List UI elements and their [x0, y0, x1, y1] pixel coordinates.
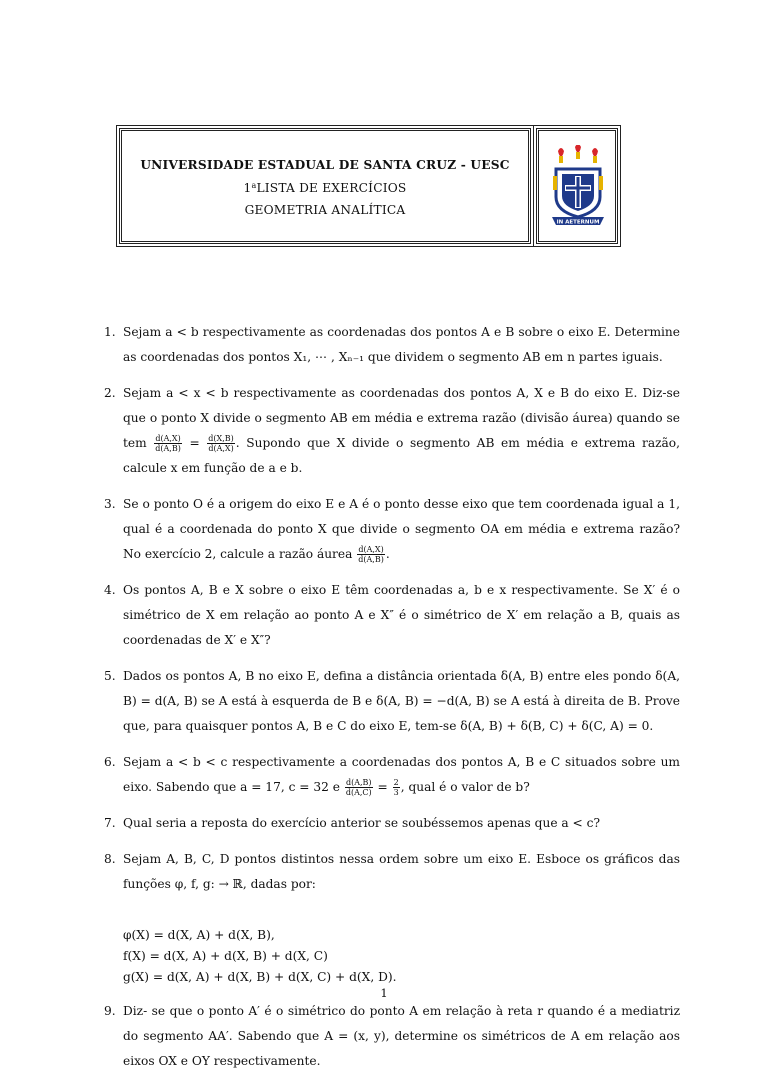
fraction: $\frac{d(A,X)}{d(A,B)}$ [358, 545, 384, 564]
fraction: $\frac{d(X,B)}{d(A,X)}$ [208, 434, 234, 453]
logo-box [536, 128, 618, 244]
university-name: UNIVERSIDADE ESTADUAL DE SANTA CRUZ - UESC [140, 158, 510, 172]
exercise-text: Qual seria a reposta do exercício anterior se soubéssemos apenas que a < c? [123, 816, 600, 830]
fraction: $\frac{2}{3}$ [393, 778, 399, 797]
exercise-6: 6. Sejam a < b < c respectivamente a coordenadas dos pontos A, B e C situados sobre um eixo. Sabendo que a = 17, c = 32 e $\frac{d(A,B)}{d(A,C)}$ = $\frac{2}{3}$ , qual é o valor de b? [104, 755, 680, 797]
list-title: 1$^a$LISTA DE EXERCÍCIOS [243, 181, 407, 195]
exercise-4: 4. Os pontos A, B e X sobre o eixo E têm coordenadas a, b e x respectivamente. Se X′ é o simétrico de X em relação ao ponto A e X″ é o simétrico de X′ em relação a B, quais as coordenadas de X′ e X″? [104, 583, 680, 647]
formula-g: g(X) = d(X, A) + d(X, B) + d(X, C) + d(X, D). [123, 970, 397, 984]
formula-phi: φ(X) = d(X, A) + d(X, B), [123, 928, 275, 942]
page-number: 1 [380, 986, 388, 1000]
header-box [119, 128, 531, 244]
fraction: $\frac{d(A,B)}{d(A,C)}$ [345, 778, 372, 797]
fraction: $\frac{d(A,X)}{d(A,B)}$ [155, 434, 181, 453]
exercise-list [104, 320, 680, 1085]
exercise-9: 9. Diz- se que o ponto A′ é o simétrico do ponto A em relação à reta r quando é a mediatriz do segmento AA′. Sabendo que A = (x, y), determine os simétricos de A em relação aos eixos OX e OY respectivamente. [104, 1004, 680, 1068]
exercise-text: Sejam A, B, C, D pontos distintos nessa ordem sobre um eixo E. Esboce os gráficos das funções φ, f, g: → ℝ, dadas por: [123, 852, 680, 891]
exercise-text: Se o ponto O é a origem do eixo E e A é o ponto desse eixo que tem coordenada igual a 1, qual é a coordenada do ponto X que divide o segmento OA em média e extrema razão? No exercício 2, calcule a razão áurea [123, 497, 680, 561]
exercise-text: Diz- se que o ponto A′ é o simétrico do ponto A em relação à reta r quando é a mediatriz do segmento AA′. Sabendo que A = (x, y), determine os simétricos de A em relação aos eixos OX e OY respectivamente. [123, 1004, 680, 1068]
formula-f: f(X) = d(X, A) + d(X, B) + d(X, C) [123, 949, 328, 963]
exercise-text: Sejam a < b < c respectivamente a coordenadas dos pontos A, B e C situados sobre um eixo. Sabendo que a = 17, c = 32 e [123, 755, 680, 794]
svg-text:IN AETERNUM: IN AETERNUM [556, 219, 600, 226]
function-definitions [123, 925, 680, 988]
exercise-text: Sejam a < x < b respectivamente as coordenadas dos pontos A, X e B do eixo E. Diz-se que o ponto X divide o segmento AB em média e extrema razão (divisão áurea) quando se tem [123, 386, 680, 450]
exercise-3: 3. Se o ponto O é a origem do eixo E e A é o ponto desse eixo que tem coordenada igual a 1, qual é a coordenada do ponto X que divide o segmento OA em média e extrema razão? No exercício 2, calcule a razão áurea $\frac{d(A,X)}{d(A,B)}$ . [104, 497, 680, 564]
exercise-5: 5. Dados os pontos A, B no eixo E, defina a distância orientada δ(A, B) entre eles pondo δ(A, B) = d(A, B) se A está à esquerda de B e δ(A, B) = −d(A, B) se A está à direita de B. Prove que, para quaisquer pontos A, B e C do eixo E, tem-se δ(A, B) + δ(B, C) + δ(C, A) = 0. [104, 669, 680, 733]
course-name: GEOMETRIA ANALÍTICA [244, 203, 406, 217]
exercise-text: Os pontos A, B e X sobre o eixo E têm coordenadas a, b e x respectivamente. Se X′ é o simétrico de X em relação ao ponto A e X″ é o simétrico de X′ em relação a B, quais as coordenadas de X′ e X″? [123, 583, 680, 647]
exercise-text: Sejam a < b respectivamente as coordenadas dos pontos A e B sobre o eixo E. Determine as coordenadas dos pontos X₁, ⋯ , Xₙ₋₁ que dividem o segmento AB em n partes iguais. [123, 325, 680, 364]
exercise-2: 2. Sejam a < x < b respectivamente as coordenadas dos pontos A, X e B do eixo E. Diz-se que o ponto X divide o segmento AB em média e extrema razão (divisão áurea) quando se tem $\frac{d(A,X)}{d(A,B)}$ = $\frac{d(X,B)}{d(A,X)}$ . Supondo que X divide o segmento AB em média e extrema razão, calcule x em função de a e b. [104, 386, 681, 475]
exercise-1: 1. Sejam a < b respectivamente as coordenadas dos pontos A e B sobre o eixo E. Determine as coordenadas dos pontos X₁, ⋯ , Xₙ₋₁ que dividem o segmento AB em n partes iguais. [104, 325, 680, 364]
exercise-text: Dados os pontos A, B no eixo E, defina a distância orientada δ(A, B) entre eles pondo δ(A, B) = d(A, B) se A está à esquerda de B e δ(A, B) = −d(A, B) se A está à direita de B. Prove que, para quaisquer pontos A, B e C do eixo E, tem-se δ(A, B) + δ(B, C) + δ(C, A) = 0. [123, 669, 680, 733]
exercise-text: , qual é o valor de b? [400, 780, 530, 794]
exercise-8: 8. Sejam A, B, C, D pontos distintos nessa ordem sobre um eixo E. Esboce os gráficos das funções φ, f, g: → ℝ, dadas por: φ(X) = d(X, A) + d(X, B), f(X) = d(X, A) + d(X, B) + d(X, C) g(X) = d(X, A) + d(X, B) + d(X, C) + d(X, D). [104, 847, 680, 988]
uesc-logo-icon [548, 145, 608, 231]
exercise-7: 7. Qual seria a reposta do exercício anterior se soubéssemos apenas que a < c? [104, 816, 600, 830]
exercise-text: . Supondo que X divide o segmento AB em média e extrema razão, calcule x em função de a e b. [123, 436, 681, 475]
